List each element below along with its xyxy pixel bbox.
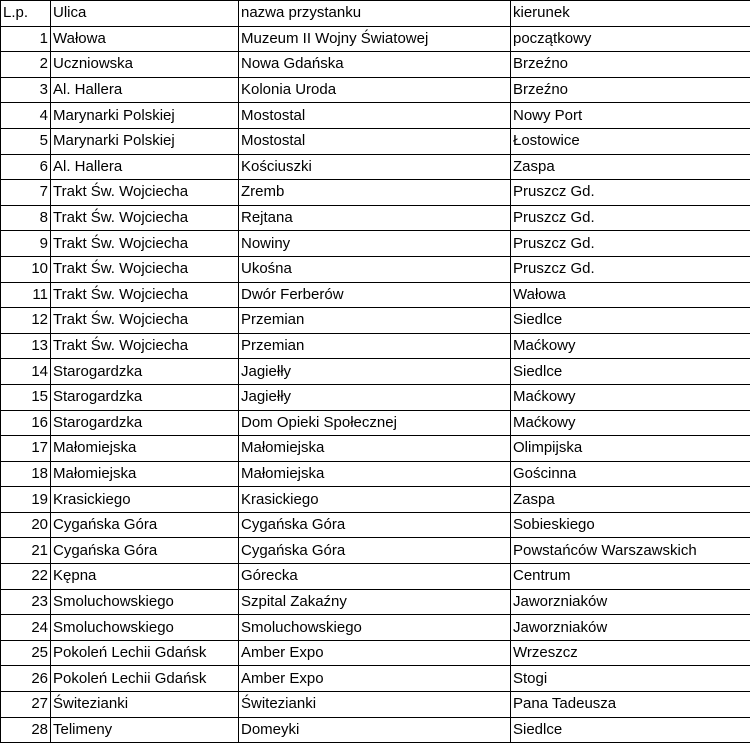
cell-lp: 13: [1, 333, 51, 359]
cell-ulica: Uczniowska: [51, 52, 239, 78]
cell-kierunek: Centrum: [511, 564, 750, 590]
table-row: [1, 640, 750, 666]
header-row: [1, 1, 750, 27]
cell-ulica: Starogardzka: [51, 359, 239, 385]
cell-przystanek: Nowa Gdańska: [239, 52, 511, 78]
cell-kierunek: Siedlce: [511, 359, 750, 385]
cell-ulica: Trakt Św. Wojciecha: [51, 308, 239, 334]
cell-przystanek: Małomiejska: [239, 436, 511, 462]
cell-przystanek: Mostostal: [239, 128, 511, 154]
cell-ulica: Cygańska Góra: [51, 512, 239, 538]
cell-lp: 12: [1, 308, 51, 334]
cell-kierunek: Sobieskiego: [511, 512, 750, 538]
table-row: [1, 512, 750, 538]
cell-kierunek: Olimpijska: [511, 436, 750, 462]
cell-kierunek: początkowy: [511, 26, 750, 52]
cell-przystanek: Muzeum II Wojny Światowej: [239, 26, 511, 52]
cell-kierunek: Zaspa: [511, 487, 750, 513]
cell-ulica: Trakt Św. Wojciecha: [51, 180, 239, 206]
header-kierunek: kierunek: [511, 1, 750, 27]
cell-kierunek: Brzeźno: [511, 77, 750, 103]
cell-lp: 18: [1, 461, 51, 487]
cell-przystanek: Dom Opieki Społecznej: [239, 410, 511, 436]
cell-ulica: Marynarki Polskiej: [51, 128, 239, 154]
cell-kierunek: Zaspa: [511, 154, 750, 180]
cell-przystanek: Smoluchowskiego: [239, 615, 511, 641]
cell-kierunek: Jaworzniaków: [511, 589, 750, 615]
cell-ulica: Wałowa: [51, 26, 239, 52]
cell-ulica: Starogardzka: [51, 384, 239, 410]
cell-przystanek: Przemian: [239, 308, 511, 334]
cell-ulica: Smoluchowskiego: [51, 589, 239, 615]
cell-ulica: Telimeny: [51, 717, 239, 743]
table-row: [1, 359, 750, 385]
cell-lp: 8: [1, 205, 51, 231]
cell-ulica: Trakt Św. Wojciecha: [51, 205, 239, 231]
table-row: [1, 461, 750, 487]
cell-przystanek: Kościuszki: [239, 154, 511, 180]
cell-lp: 4: [1, 103, 51, 129]
cell-przystanek: Amber Expo: [239, 666, 511, 692]
cell-lp: 28: [1, 717, 51, 743]
table-row: [1, 538, 750, 564]
cell-lp: 26: [1, 666, 51, 692]
cell-lp: 6: [1, 154, 51, 180]
cell-kierunek: Pruszcz Gd.: [511, 180, 750, 206]
cell-ulica: Pokoleń Lechii Gdańsk: [51, 666, 239, 692]
table-row: [1, 52, 750, 78]
cell-kierunek: Pruszcz Gd.: [511, 256, 750, 282]
cell-lp: 24: [1, 615, 51, 641]
table-row: [1, 717, 750, 743]
cell-kierunek: Siedlce: [511, 717, 750, 743]
table-row: [1, 692, 750, 718]
table-row: [1, 564, 750, 590]
cell-lp: 7: [1, 180, 51, 206]
header-przystanek: nazwa przystanku: [239, 1, 511, 27]
cell-lp: 21: [1, 538, 51, 564]
cell-kierunek: Stogi: [511, 666, 750, 692]
cell-ulica: Cygańska Góra: [51, 538, 239, 564]
table-row: [1, 589, 750, 615]
table-row: [1, 103, 750, 129]
cell-ulica: Małomiejska: [51, 461, 239, 487]
cell-ulica: Starogardzka: [51, 410, 239, 436]
cell-lp: 22: [1, 564, 51, 590]
table-row: [1, 256, 750, 282]
cell-ulica: Świtezianki: [51, 692, 239, 718]
cell-kierunek: Brzeźno: [511, 52, 750, 78]
cell-kierunek: Powstańców Warszawskich: [511, 538, 750, 564]
table-body: [1, 26, 750, 743]
cell-przystanek: Jagiełły: [239, 384, 511, 410]
cell-lp: 19: [1, 487, 51, 513]
cell-przystanek: Cygańska Góra: [239, 538, 511, 564]
table-row: [1, 487, 750, 513]
cell-lp: 3: [1, 77, 51, 103]
table-row: [1, 410, 750, 436]
cell-ulica: Trakt Św. Wojciecha: [51, 231, 239, 257]
cell-przystanek: Ukośna: [239, 256, 511, 282]
cell-lp: 2: [1, 52, 51, 78]
cell-lp: 11: [1, 282, 51, 308]
cell-lp: 17: [1, 436, 51, 462]
cell-lp: 23: [1, 589, 51, 615]
cell-ulica: Al. Hallera: [51, 77, 239, 103]
cell-lp: 16: [1, 410, 51, 436]
cell-przystanek: Nowiny: [239, 231, 511, 257]
table-row: [1, 282, 750, 308]
cell-ulica: Smoluchowskiego: [51, 615, 239, 641]
cell-przystanek: Przemian: [239, 333, 511, 359]
cell-ulica: Krasickiego: [51, 487, 239, 513]
cell-kierunek: Pruszcz Gd.: [511, 231, 750, 257]
table-row: [1, 333, 750, 359]
table-row: [1, 77, 750, 103]
cell-ulica: Małomiejska: [51, 436, 239, 462]
cell-przystanek: Rejtana: [239, 205, 511, 231]
table-row: [1, 26, 750, 52]
cell-kierunek: Nowy Port: [511, 103, 750, 129]
cell-lp: 25: [1, 640, 51, 666]
table-row: [1, 384, 750, 410]
header-ulica: Ulica: [51, 1, 239, 27]
cell-przystanek: Cygańska Góra: [239, 512, 511, 538]
cell-kierunek: Pruszcz Gd.: [511, 205, 750, 231]
cell-lp: 14: [1, 359, 51, 385]
cell-ulica: Pokoleń Lechii Gdańsk: [51, 640, 239, 666]
cell-ulica: Marynarki Polskiej: [51, 103, 239, 129]
cell-kierunek: Maćkowy: [511, 410, 750, 436]
cell-kierunek: Gościnna: [511, 461, 750, 487]
cell-kierunek: Siedlce: [511, 308, 750, 334]
cell-lp: 1: [1, 26, 51, 52]
cell-przystanek: Amber Expo: [239, 640, 511, 666]
table-row: [1, 205, 750, 231]
cell-ulica: Al. Hallera: [51, 154, 239, 180]
cell-przystanek: Mostostal: [239, 103, 511, 129]
cell-przystanek: Górecka: [239, 564, 511, 590]
cell-przystanek: Domeyki: [239, 717, 511, 743]
cell-lp: 5: [1, 128, 51, 154]
cell-lp: 9: [1, 231, 51, 257]
cell-przystanek: Kolonia Uroda: [239, 77, 511, 103]
table-row: [1, 308, 750, 334]
cell-lp: 20: [1, 512, 51, 538]
cell-ulica: Kępna: [51, 564, 239, 590]
table-row: [1, 436, 750, 462]
table-row: [1, 231, 750, 257]
cell-kierunek: Maćkowy: [511, 333, 750, 359]
cell-przystanek: Jagiełły: [239, 359, 511, 385]
cell-przystanek: Szpital Zakaźny: [239, 589, 511, 615]
cell-kierunek: Wałowa: [511, 282, 750, 308]
cell-kierunek: Jaworzniaków: [511, 615, 750, 641]
cell-przystanek: Świtezianki: [239, 692, 511, 718]
cell-lp: 10: [1, 256, 51, 282]
header-lp: L.p.: [1, 1, 51, 27]
cell-przystanek: Krasickiego: [239, 487, 511, 513]
table-row: [1, 180, 750, 206]
cell-kierunek: Łostowice: [511, 128, 750, 154]
table-row: [1, 615, 750, 641]
cell-kierunek: Pana Tadeusza: [511, 692, 750, 718]
cell-kierunek: Maćkowy: [511, 384, 750, 410]
cell-ulica: Trakt Św. Wojciecha: [51, 333, 239, 359]
cell-przystanek: Małomiejska: [239, 461, 511, 487]
cell-lp: 27: [1, 692, 51, 718]
cell-przystanek: Zremb: [239, 180, 511, 206]
cell-kierunek: Wrzeszcz: [511, 640, 750, 666]
table-row: [1, 128, 750, 154]
cell-lp: 15: [1, 384, 51, 410]
cell-ulica: Trakt Św. Wojciecha: [51, 256, 239, 282]
table-row: [1, 154, 750, 180]
cell-przystanek: Dwór Ferberów: [239, 282, 511, 308]
table-row: [1, 666, 750, 692]
cell-ulica: Trakt Św. Wojciecha: [51, 282, 239, 308]
